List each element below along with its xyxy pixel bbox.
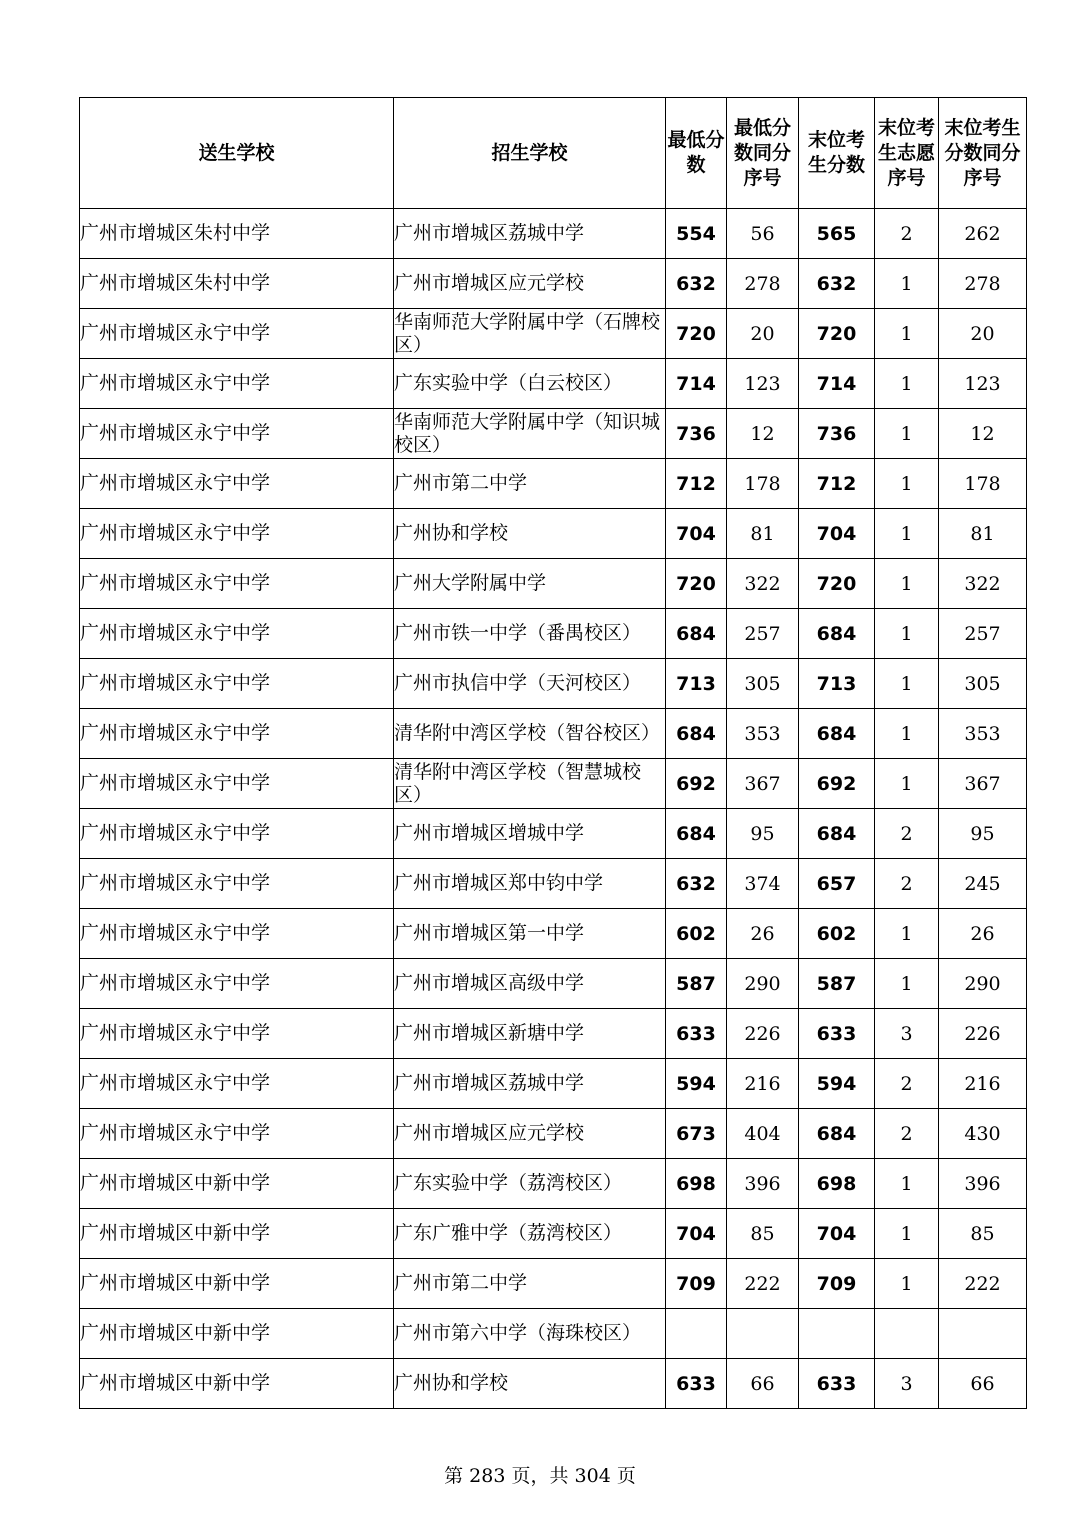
cell-min-seq: 85 xyxy=(727,1209,799,1259)
cell-last-seq: 216 xyxy=(939,1059,1027,1109)
footer-total-pages: 304 xyxy=(574,1465,611,1487)
cell-send-school: 广州市增城区中新中学 xyxy=(80,1209,394,1259)
cell-last-score: 565 xyxy=(799,209,875,259)
cell-last-wish: 1 xyxy=(875,509,939,559)
table-row xyxy=(80,1209,1027,1259)
cell-last-seq: 20 xyxy=(939,309,1027,359)
cell-min-score: 673 xyxy=(666,1109,727,1159)
cell-last-seq: 278 xyxy=(939,259,1027,309)
cell-send-school: 广州市增城区中新中学 xyxy=(80,1259,394,1309)
cell-last-score: 698 xyxy=(799,1159,875,1209)
cell-last-wish: 1 xyxy=(875,659,939,709)
cell-send-school: 广州市增城区永宁中学 xyxy=(80,1009,394,1059)
cell-min-seq: 66 xyxy=(727,1359,799,1409)
header-min-seq: 最低分数同分序号 xyxy=(727,98,799,209)
cell-min-seq: 56 xyxy=(727,209,799,259)
cell-min-seq: 278 xyxy=(727,259,799,309)
cell-recruit-school: 广州市增城区新塘中学 xyxy=(394,1009,666,1059)
cell-last-score: 684 xyxy=(799,609,875,659)
cell-min-score: 554 xyxy=(666,209,727,259)
cell-recruit-school: 广州市增城区第一中学 xyxy=(394,909,666,959)
cell-min-score: 720 xyxy=(666,559,727,609)
cell-last-seq: 12 xyxy=(939,409,1027,459)
cell-min-score: 684 xyxy=(666,609,727,659)
cell-last-wish: 1 xyxy=(875,709,939,759)
cell-last-wish: 1 xyxy=(875,959,939,1009)
cell-last-wish: 3 xyxy=(875,1009,939,1059)
cell-last-score: 720 xyxy=(799,559,875,609)
cell-recruit-school: 广东实验中学（白云校区） xyxy=(394,359,666,409)
table-row xyxy=(80,1359,1027,1409)
cell-last-score: 602 xyxy=(799,909,875,959)
cell-min-score: 594 xyxy=(666,1059,727,1109)
cell-send-school: 广州市增城区永宁中学 xyxy=(80,709,394,759)
cell-send-school: 广州市增城区朱村中学 xyxy=(80,209,394,259)
cell-min-score: 720 xyxy=(666,309,727,359)
cell-min-score: 736 xyxy=(666,409,727,459)
cell-min-seq: 95 xyxy=(727,809,799,859)
cell-last-wish: 1 xyxy=(875,1159,939,1209)
cell-last-wish: 3 xyxy=(875,1359,939,1409)
table-row xyxy=(80,659,1027,709)
cell-recruit-school: 广州市铁一中学（番禺校区） xyxy=(394,609,666,659)
cell-last-wish: 2 xyxy=(875,209,939,259)
cell-last-wish: 1 xyxy=(875,409,939,459)
cell-min-seq: 26 xyxy=(727,909,799,959)
cell-min-score: 632 xyxy=(666,859,727,909)
cell-last-seq: 123 xyxy=(939,359,1027,409)
cell-recruit-school: 广州市增城区应元学校 xyxy=(394,259,666,309)
cell-last-score: 684 xyxy=(799,709,875,759)
table-row xyxy=(80,759,1027,809)
header-min-score: 最低分数 xyxy=(666,98,727,209)
cell-recruit-school: 清华附中湾区学校（智谷校区） xyxy=(394,709,666,759)
cell-last-seq: 85 xyxy=(939,1209,1027,1259)
cell-min-score: 709 xyxy=(666,1259,727,1309)
table-row xyxy=(80,609,1027,659)
cell-min-score: 692 xyxy=(666,759,727,809)
cell-last-seq: 66 xyxy=(939,1359,1027,1409)
table-row xyxy=(80,409,1027,459)
cell-last-score: 704 xyxy=(799,509,875,559)
cell-recruit-school: 广东实验中学（荔湾校区） xyxy=(394,1159,666,1209)
cell-recruit-school: 广州协和学校 xyxy=(394,509,666,559)
cell-min-seq: 404 xyxy=(727,1109,799,1159)
cell-min-seq: 353 xyxy=(727,709,799,759)
cell-send-school: 广州市增城区永宁中学 xyxy=(80,559,394,609)
table-row xyxy=(80,359,1027,409)
cell-last-seq: 81 xyxy=(939,509,1027,559)
cell-last-score: 633 xyxy=(799,1009,875,1059)
cell-last-seq: 226 xyxy=(939,1009,1027,1059)
cell-min-seq: 290 xyxy=(727,959,799,1009)
cell-last-wish xyxy=(875,1309,939,1359)
header-row xyxy=(80,98,1027,209)
cell-last-wish: 1 xyxy=(875,559,939,609)
footer-page-number: 283 xyxy=(469,1465,506,1487)
cell-last-wish: 1 xyxy=(875,909,939,959)
table-row xyxy=(80,1309,1027,1359)
cell-send-school: 广州市增城区永宁中学 xyxy=(80,609,394,659)
cell-send-school: 广州市增城区永宁中学 xyxy=(80,809,394,859)
cell-send-school: 广州市增城区永宁中学 xyxy=(80,859,394,909)
cell-min-seq: 12 xyxy=(727,409,799,459)
cell-last-seq: 262 xyxy=(939,209,1027,259)
table-row xyxy=(80,859,1027,909)
cell-min-seq: 81 xyxy=(727,509,799,559)
cell-send-school: 广州市增城区中新中学 xyxy=(80,1309,394,1359)
cell-send-school: 广州市增城区永宁中学 xyxy=(80,509,394,559)
cell-min-seq: 123 xyxy=(727,359,799,409)
cell-send-school: 广州市增城区永宁中学 xyxy=(80,459,394,509)
cell-recruit-school: 广州市执信中学（天河校区） xyxy=(394,659,666,709)
cell-min-seq: 374 xyxy=(727,859,799,909)
cell-recruit-school: 广州大学附属中学 xyxy=(394,559,666,609)
footer-mid: 页，共 xyxy=(511,1465,569,1487)
cell-min-seq: 222 xyxy=(727,1259,799,1309)
cell-last-score: 692 xyxy=(799,759,875,809)
table-row xyxy=(80,509,1027,559)
cell-last-seq: 353 xyxy=(939,709,1027,759)
cell-recruit-school: 广州市增城区增城中学 xyxy=(394,809,666,859)
cell-last-wish: 2 xyxy=(875,859,939,909)
cell-min-score: 587 xyxy=(666,959,727,1009)
cell-min-seq: 178 xyxy=(727,459,799,509)
cell-last-wish: 1 xyxy=(875,309,939,359)
footer-suffix: 页 xyxy=(616,1465,636,1487)
cell-min-seq xyxy=(727,1309,799,1359)
table-row xyxy=(80,909,1027,959)
cell-last-score: 684 xyxy=(799,1109,875,1159)
cell-min-score: 602 xyxy=(666,909,727,959)
cell-min-seq: 367 xyxy=(727,759,799,809)
cell-min-seq: 226 xyxy=(727,1009,799,1059)
cell-last-score: 657 xyxy=(799,859,875,909)
cell-last-seq: 396 xyxy=(939,1159,1027,1209)
cell-last-seq: 305 xyxy=(939,659,1027,709)
cell-recruit-school: 清华附中湾区学校（智慧城校区） xyxy=(394,759,666,809)
table-row xyxy=(80,959,1027,1009)
cell-min-score: 713 xyxy=(666,659,727,709)
cell-min-score: 704 xyxy=(666,509,727,559)
cell-last-score: 709 xyxy=(799,1259,875,1309)
cell-last-seq: 26 xyxy=(939,909,1027,959)
cell-min-score: 633 xyxy=(666,1009,727,1059)
cell-last-score: 736 xyxy=(799,409,875,459)
cell-send-school: 广州市增城区朱村中学 xyxy=(80,259,394,309)
cell-last-wish: 1 xyxy=(875,759,939,809)
cell-recruit-school: 广州市增城区应元学校 xyxy=(394,1109,666,1159)
cell-recruit-school: 广州市增城区郑中钧中学 xyxy=(394,859,666,909)
cell-last-score: 712 xyxy=(799,459,875,509)
header-send-school: 送生学校 xyxy=(80,98,394,209)
cell-last-score: 632 xyxy=(799,259,875,309)
table-row xyxy=(80,709,1027,759)
cell-send-school: 广州市增城区中新中学 xyxy=(80,1159,394,1209)
cell-min-score: 712 xyxy=(666,459,727,509)
cell-last-seq xyxy=(939,1309,1027,1359)
cell-min-seq: 20 xyxy=(727,309,799,359)
cell-last-score: 713 xyxy=(799,659,875,709)
cell-last-score xyxy=(799,1309,875,1359)
cell-min-score: 704 xyxy=(666,1209,727,1259)
footer-prefix: 第 xyxy=(444,1465,464,1487)
cell-last-wish: 1 xyxy=(875,359,939,409)
cell-send-school: 广州市增城区永宁中学 xyxy=(80,359,394,409)
cell-recruit-school: 华南师范大学附属中学（石牌校区） xyxy=(394,309,666,359)
cell-last-score: 684 xyxy=(799,809,875,859)
cell-last-wish: 2 xyxy=(875,1109,939,1159)
cell-send-school: 广州市增城区永宁中学 xyxy=(80,1109,394,1159)
table-row xyxy=(80,459,1027,509)
cell-min-seq: 322 xyxy=(727,559,799,609)
table-body xyxy=(80,209,1027,1409)
table-row xyxy=(80,1059,1027,1109)
cell-last-wish: 1 xyxy=(875,1259,939,1309)
cell-min-score: 714 xyxy=(666,359,727,409)
cell-recruit-school: 华南师范大学附属中学（知识城校区） xyxy=(394,409,666,459)
cell-last-seq: 245 xyxy=(939,859,1027,909)
admission-table xyxy=(79,97,1027,1409)
cell-recruit-school: 广东广雅中学（荔湾校区） xyxy=(394,1209,666,1259)
table-row xyxy=(80,1109,1027,1159)
header-last-score: 末位考生分数 xyxy=(799,98,875,209)
cell-recruit-school: 广州市第二中学 xyxy=(394,1259,666,1309)
cell-last-score: 704 xyxy=(799,1209,875,1259)
cell-last-wish: 1 xyxy=(875,459,939,509)
cell-recruit-school: 广州市增城区高级中学 xyxy=(394,959,666,1009)
cell-send-school: 广州市增城区永宁中学 xyxy=(80,909,394,959)
cell-send-school: 广州市增城区永宁中学 xyxy=(80,759,394,809)
cell-recruit-school: 广州协和学校 xyxy=(394,1359,666,1409)
cell-min-score: 632 xyxy=(666,259,727,309)
cell-last-seq: 322 xyxy=(939,559,1027,609)
cell-send-school: 广州市增城区永宁中学 xyxy=(80,659,394,709)
header-recruit-school: 招生学校 xyxy=(394,98,666,209)
cell-last-seq: 290 xyxy=(939,959,1027,1009)
table-row xyxy=(80,1259,1027,1309)
cell-last-score: 633 xyxy=(799,1359,875,1409)
table-row xyxy=(80,559,1027,609)
cell-send-school: 广州市增城区永宁中学 xyxy=(80,1059,394,1109)
cell-recruit-school: 广州市第六中学（海珠校区） xyxy=(394,1309,666,1359)
cell-last-seq: 367 xyxy=(939,759,1027,809)
cell-min-score: 633 xyxy=(666,1359,727,1409)
cell-min-score: 698 xyxy=(666,1159,727,1209)
cell-last-score: 587 xyxy=(799,959,875,1009)
cell-recruit-school: 广州市增城区荔城中学 xyxy=(394,209,666,259)
table-row xyxy=(80,809,1027,859)
table-row xyxy=(80,209,1027,259)
table-row xyxy=(80,1159,1027,1209)
cell-recruit-school: 广州市第二中学 xyxy=(394,459,666,509)
cell-last-wish: 1 xyxy=(875,259,939,309)
cell-min-seq: 396 xyxy=(727,1159,799,1209)
cell-min-score: 684 xyxy=(666,809,727,859)
cell-last-score: 714 xyxy=(799,359,875,409)
cell-last-wish: 1 xyxy=(875,609,939,659)
cell-send-school: 广州市增城区永宁中学 xyxy=(80,959,394,1009)
cell-last-wish: 2 xyxy=(875,1059,939,1109)
header-last-wish: 末位考生志愿序号 xyxy=(875,98,939,209)
cell-min-seq: 305 xyxy=(727,659,799,709)
cell-min-seq: 216 xyxy=(727,1059,799,1109)
cell-send-school: 广州市增城区永宁中学 xyxy=(80,309,394,359)
table-row xyxy=(80,1009,1027,1059)
cell-min-score: 684 xyxy=(666,709,727,759)
cell-last-wish: 2 xyxy=(875,809,939,859)
cell-last-score: 720 xyxy=(799,309,875,359)
cell-send-school: 广州市增城区中新中学 xyxy=(80,1359,394,1409)
cell-last-seq: 430 xyxy=(939,1109,1027,1159)
cell-recruit-school: 广州市增城区荔城中学 xyxy=(394,1059,666,1109)
table-row xyxy=(80,309,1027,359)
header-last-seq: 末位考生分数同分序号 xyxy=(939,98,1027,209)
cell-last-seq: 95 xyxy=(939,809,1027,859)
cell-min-seq: 257 xyxy=(727,609,799,659)
cell-last-wish: 1 xyxy=(875,1209,939,1259)
page-footer xyxy=(0,1461,1080,1488)
cell-last-seq: 257 xyxy=(939,609,1027,659)
table-row xyxy=(80,259,1027,309)
cell-send-school: 广州市增城区永宁中学 xyxy=(80,409,394,459)
cell-last-score: 594 xyxy=(799,1059,875,1109)
cell-last-seq: 222 xyxy=(939,1259,1027,1309)
cell-last-seq: 178 xyxy=(939,459,1027,509)
cell-min-score xyxy=(666,1309,727,1359)
